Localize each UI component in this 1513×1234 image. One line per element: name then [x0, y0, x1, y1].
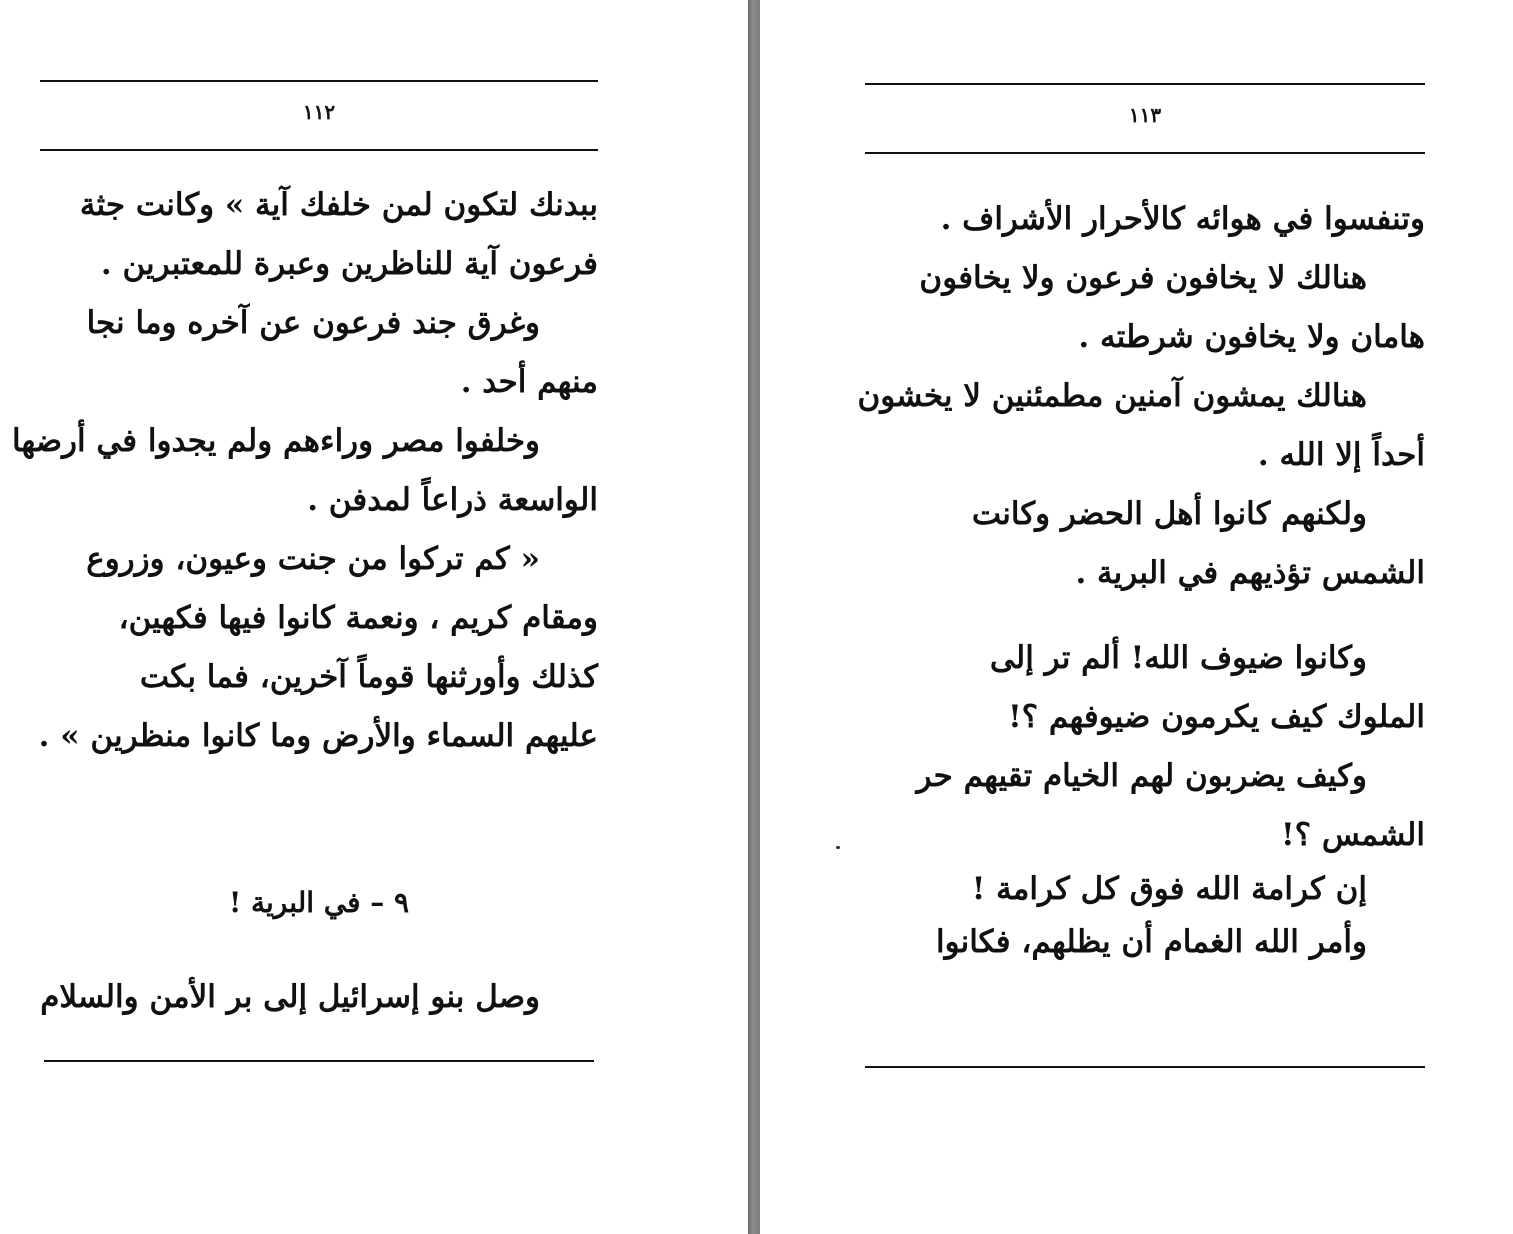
text-line: هنالك يمشون آمنين مطمئنين لا يخشون	[857, 378, 1367, 414]
right-top-rule	[865, 83, 1425, 85]
book-gutter	[748, 0, 760, 1234]
stray-mark	[836, 846, 840, 849]
right-page-number: ١١٣	[1128, 103, 1162, 127]
right-page	[760, 0, 1513, 1234]
text-line: وخلفوا مصر وراءهم ولم يجدوا في أرضها	[12, 423, 540, 459]
text-line: وتنفسوا في هوائه كالأحرار الأشراف .	[940, 201, 1425, 237]
left-header-rule	[40, 149, 598, 151]
text-line: وكانوا ضيوف الله! ألم تر إلى	[989, 640, 1367, 676]
left-page	[0, 0, 748, 1234]
left-page-number: ١١٢	[302, 100, 336, 124]
text-line: الشمس تؤذيهم في البرية .	[1075, 555, 1425, 591]
text-line: الملوك كيف يكرمون ضيوفهم ؟!	[1008, 699, 1425, 735]
text-line: ومقام كريم ، ونعمة كانوا فيها فكهين،	[118, 600, 598, 636]
text-line: وأمر الله الغمام أن يظلهم، فكانوا	[935, 924, 1367, 960]
left-last-line	[40, 968, 598, 1027]
text-line: أحداً إلا الله .	[1257, 437, 1425, 473]
chapter-heading: ٩ – في البرية !	[228, 886, 410, 919]
right-header-rule	[865, 152, 1425, 154]
left-top-rule	[40, 80, 598, 82]
text-line: وصل بنو إسرائيل إلى بر الأمن والسلام	[40, 979, 540, 1015]
left-bottom-rule	[44, 1060, 594, 1062]
text-line: ولكنهم كانوا أهل الحضر وكانت	[971, 496, 1367, 532]
text-line: وغرق جند فرعون عن آخره وما نجا	[86, 305, 540, 341]
text-line: هامان ولا يخافون شرطته .	[1078, 319, 1425, 355]
text-line: الواسعة ذراعاً لمدفن .	[307, 482, 598, 518]
text-line: هنالك لا يخافون فرعون ولا يخافون	[919, 260, 1367, 296]
left-body-text	[12, 176, 598, 766]
text-line: الشمس ؟!	[1280, 817, 1425, 853]
text-line: وكيف يضربون لهم الخيام تقيهم حر	[916, 758, 1367, 794]
text-line: إن كرامة الله فوق كل كرامة !	[971, 871, 1367, 907]
right-bottom-rule	[865, 1066, 1425, 1068]
text-line: فرعون آية للناظرين وعبرة للمعتبرين .	[100, 246, 598, 282]
text-line: « كم تركوا من جنت وعيون، وزروع	[86, 541, 540, 577]
text-line: كذلك وأورثنها قوماً آخرين، فما بكت	[139, 659, 598, 695]
text-line: منهم أحد .	[460, 364, 598, 400]
right-body-text	[857, 190, 1425, 972]
text-line: عليهم السماء والأرض وما كانوا منظرين » .	[38, 718, 598, 754]
text-line: ببدنك لتكون لمن خلفك آية » وكانت جثة	[79, 187, 598, 223]
